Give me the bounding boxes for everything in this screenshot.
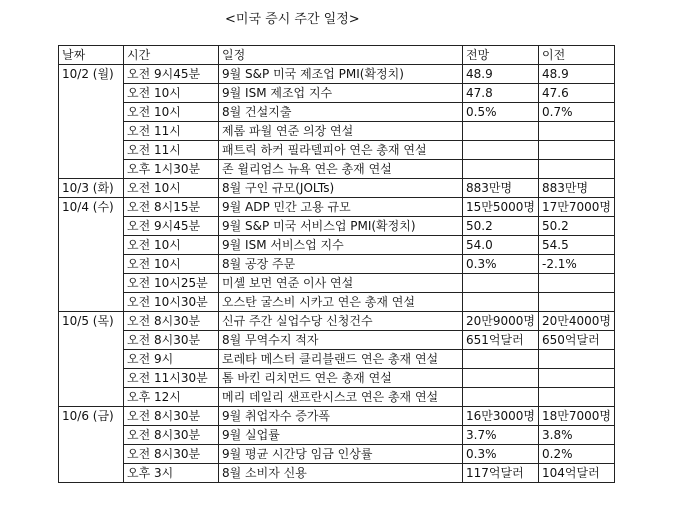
forecast-cell: 0.5%: [463, 103, 539, 122]
table-header-row: [59, 46, 615, 65]
previous-cell: 54.5: [539, 236, 615, 255]
forecast-cell: 0.3%: [463, 445, 539, 464]
event-cell: 8월 건설지출: [219, 103, 463, 122]
time-cell: 오후 3시: [124, 464, 219, 483]
time-cell: 오전 8시30분: [124, 312, 219, 331]
time-cell: 오전 8시15분: [124, 198, 219, 217]
time-cell: 오전 9시45분: [124, 65, 219, 84]
table-row: [59, 141, 615, 160]
event-cell: 9월 ADP 민간 고용 규모: [219, 198, 463, 217]
time-cell: 오후 1시30분: [124, 160, 219, 179]
forecast-cell: [463, 160, 539, 179]
event-cell: 존 윌리엄스 뉴욕 연은 총재 연설: [219, 160, 463, 179]
date-cell: 10/6 (금): [59, 407, 124, 483]
previous-cell: 0.7%: [539, 103, 615, 122]
table-row: [59, 103, 615, 122]
forecast-cell: [463, 388, 539, 407]
event-cell: 신규 주간 실업수당 신청건수: [219, 312, 463, 331]
table-row: [59, 179, 615, 198]
table-row: [59, 331, 615, 350]
forecast-cell: 50.2: [463, 217, 539, 236]
forecast-cell: 651억달러: [463, 331, 539, 350]
event-cell: 8월 공장 주문: [219, 255, 463, 274]
time-cell: 오전 8시30분: [124, 407, 219, 426]
event-cell: 미셸 보먼 연준 이사 연설: [219, 274, 463, 293]
event-cell: 로레타 메스터 클리블랜드 연은 총재 연설: [219, 350, 463, 369]
time-cell: 오전 9시45분: [124, 217, 219, 236]
table-row: [59, 217, 615, 236]
forecast-cell: 117억달러: [463, 464, 539, 483]
event-cell: 제롬 파월 연준 의장 연설: [219, 122, 463, 141]
table-row: [59, 388, 615, 407]
event-cell: 9월 ISM 서비스업 지수: [219, 236, 463, 255]
previous-cell: 48.9: [539, 65, 615, 84]
previous-cell: [539, 122, 615, 141]
previous-cell: [539, 388, 615, 407]
event-cell: 9월 ISM 제조업 지수: [219, 84, 463, 103]
time-cell: 오전 8시30분: [124, 426, 219, 445]
table-row: [59, 426, 615, 445]
table-row: [59, 464, 615, 483]
table-row: [59, 369, 615, 388]
time-cell: 오전 9시: [124, 350, 219, 369]
forecast-cell: 15만5000명: [463, 198, 539, 217]
time-cell: 오전 8시30분: [124, 331, 219, 350]
event-cell: 톰 바킨 리치먼드 연은 총재 연설: [219, 369, 463, 388]
table-row: [59, 293, 615, 312]
forecast-cell: 47.8: [463, 84, 539, 103]
event-cell: 9월 S&P 미국 제조업 PMI(확정치): [219, 65, 463, 84]
event-cell: 8월 구인 규모(JOLTs): [219, 179, 463, 198]
date-cell: 10/2 (월): [59, 65, 124, 179]
previous-cell: [539, 293, 615, 312]
forecast-cell: 54.0: [463, 236, 539, 255]
date-cell: 10/3 (화): [59, 179, 124, 198]
forecast-cell: 0.3%: [463, 255, 539, 274]
table-row: [59, 122, 615, 141]
event-cell: 오스탄 굴스비 시카고 연은 총재 연설: [219, 293, 463, 312]
table-row: [59, 236, 615, 255]
table-row: [59, 84, 615, 103]
previous-cell: 0.2%: [539, 445, 615, 464]
table-row: [59, 407, 615, 426]
schedule-table: [58, 45, 615, 483]
previous-cell: 47.6: [539, 84, 615, 103]
forecast-cell: 883만명: [463, 179, 539, 198]
previous-cell: [539, 350, 615, 369]
page-title: <미국 증시 주간 일정>: [225, 12, 360, 27]
forecast-cell: 20만9000명: [463, 312, 539, 331]
event-cell: 패트릭 하커 필라델피아 연은 총재 연설: [219, 141, 463, 160]
event-cell: 메리 데일리 샌프란시스코 연은 총재 연설: [219, 388, 463, 407]
header-event: 일정: [219, 46, 463, 65]
previous-cell: -2.1%: [539, 255, 615, 274]
time-cell: 오전 10시: [124, 84, 219, 103]
table-row: [59, 445, 615, 464]
previous-cell: 3.8%: [539, 426, 615, 445]
table-row: [59, 198, 615, 217]
time-cell: 오전 11시30분: [124, 369, 219, 388]
forecast-cell: [463, 293, 539, 312]
header-previous: 이전: [539, 46, 615, 65]
time-cell: 오전 10시: [124, 179, 219, 198]
table-row: [59, 312, 615, 331]
previous-cell: 18만7000명: [539, 407, 615, 426]
time-cell: 오전 8시30분: [124, 445, 219, 464]
event-cell: 9월 평균 시간당 임금 인상률: [219, 445, 463, 464]
forecast-cell: [463, 369, 539, 388]
time-cell: 오전 10시30분: [124, 293, 219, 312]
previous-cell: [539, 141, 615, 160]
event-cell: 9월 S&P 미국 서비스업 PMI(확정치): [219, 217, 463, 236]
header-date: 날짜: [59, 46, 124, 65]
event-cell: 8월 무역수지 적자: [219, 331, 463, 350]
previous-cell: [539, 369, 615, 388]
previous-cell: [539, 274, 615, 293]
time-cell: 오전 10시: [124, 255, 219, 274]
time-cell: 오전 10시25분: [124, 274, 219, 293]
forecast-cell: [463, 274, 539, 293]
event-cell: 9월 취업자수 증가폭: [219, 407, 463, 426]
time-cell: 오전 10시: [124, 236, 219, 255]
header-time: 시간: [124, 46, 219, 65]
forecast-cell: 48.9: [463, 65, 539, 84]
time-cell: 오전 11시: [124, 141, 219, 160]
table-row: [59, 255, 615, 274]
table-row: [59, 274, 615, 293]
previous-cell: 650억달러: [539, 331, 615, 350]
previous-cell: 104억달러: [539, 464, 615, 483]
forecast-cell: [463, 141, 539, 160]
table-row: [59, 160, 615, 179]
time-cell: 오전 10시: [124, 103, 219, 122]
table-row: [59, 350, 615, 369]
previous-cell: 883만명: [539, 179, 615, 198]
forecast-cell: [463, 350, 539, 369]
date-cell: 10/5 (목): [59, 312, 124, 407]
forecast-cell: 3.7%: [463, 426, 539, 445]
forecast-cell: [463, 122, 539, 141]
previous-cell: [539, 160, 615, 179]
time-cell: 오전 11시: [124, 122, 219, 141]
event-cell: 8월 소비자 신용: [219, 464, 463, 483]
header-forecast: 전망: [463, 46, 539, 65]
previous-cell: 50.2: [539, 217, 615, 236]
forecast-cell: 16만3000명: [463, 407, 539, 426]
table-row: [59, 65, 615, 84]
previous-cell: 20만4000명: [539, 312, 615, 331]
date-cell: 10/4 (수): [59, 198, 124, 312]
time-cell: 오후 12시: [124, 388, 219, 407]
event-cell: 9월 실업률: [219, 426, 463, 445]
previous-cell: 17만7000명: [539, 198, 615, 217]
